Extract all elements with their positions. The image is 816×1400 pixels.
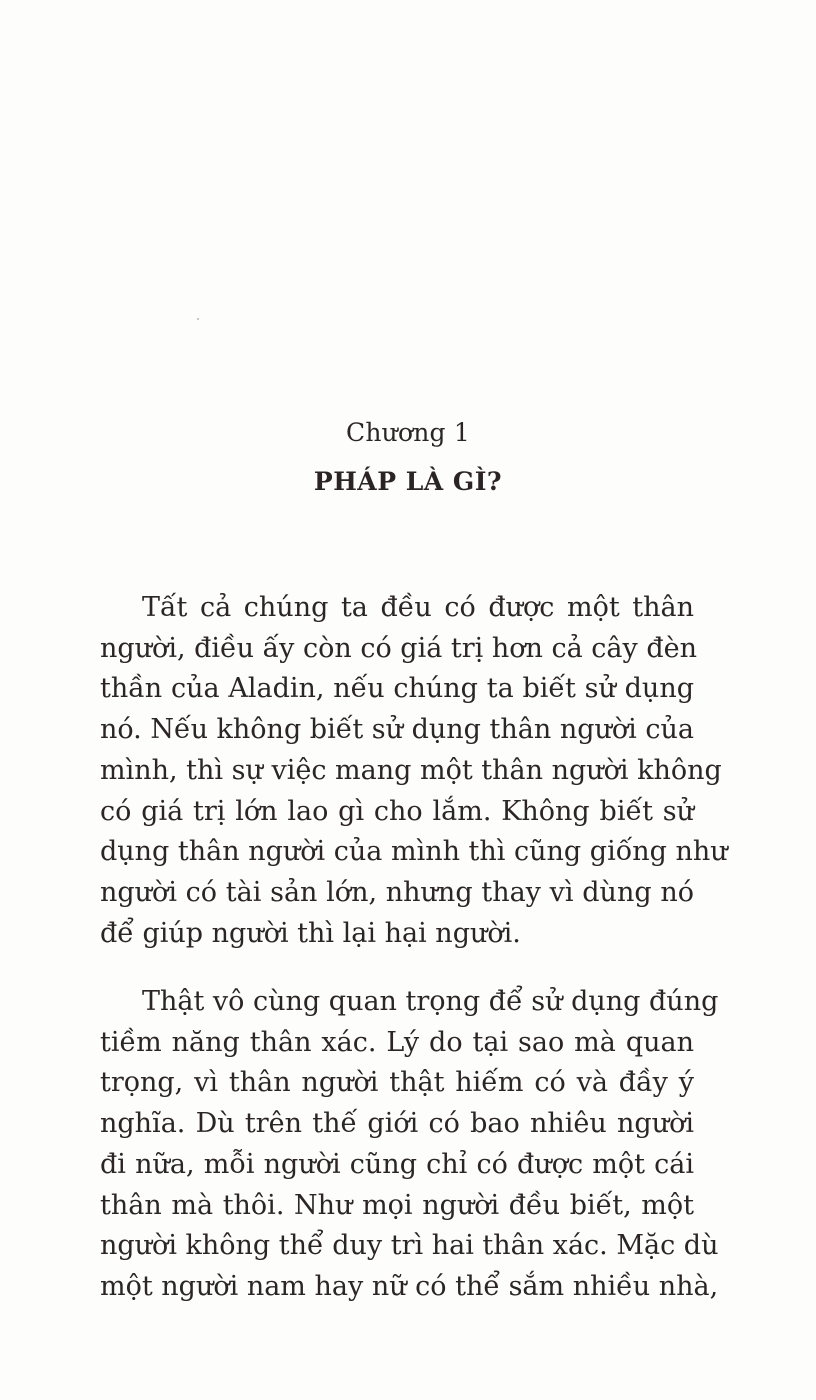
- chapter-title: PHÁP LÀ GÌ?: [313, 467, 503, 496]
- text-line: nghĩa. Dù trên thế giới có bao nhiêu người: [100, 1108, 694, 1140]
- text-line: người có tài sản lớn, nhưng thay vì dùng nó: [100, 876, 694, 908]
- text-line: một người nam hay nữ có thể sắm nhiều nhà,: [100, 1270, 719, 1302]
- text-line: Thật vô cùng quan trọng để sử dụng đúng: [142, 986, 719, 1017]
- chapter-number: Chương 1: [346, 418, 470, 447]
- text-line: người không thể duy trì hai thân xác. Mặc dù: [100, 1230, 719, 1262]
- text-line: Tất cả chúng ta đều có được một thân: [142, 592, 694, 623]
- text-line: thần của Aladin, nếu chúng ta biết sử dụng: [100, 673, 694, 705]
- paragraph-1: [100, 588, 728, 954]
- text-line: người, điều ấy còn có giá trị hơn cả cây đèn: [100, 632, 698, 664]
- text-line: đi nữa, mỗi người cũng chỉ có được một cái: [100, 1148, 694, 1180]
- paragraph-2: [100, 982, 719, 1308]
- text-line: để giúp người thì lại hại người.: [100, 917, 521, 949]
- text-line: trọng, vì thân người thật hiếm có và đầy ý: [100, 1067, 694, 1099]
- text-line: nó. Nếu không biết sử dụng thân người của: [100, 714, 694, 746]
- text-line: có giá trị lớn lao gì cho lắm. Không biết sử: [100, 795, 694, 827]
- text-line: mình, thì sự việc mang một thân người không: [100, 754, 722, 786]
- text-line: dụng thân người của mình thì cũng giống như: [100, 836, 728, 868]
- text-line: tiềm năng thân xác. Lý do tại sao mà quan: [100, 1026, 694, 1058]
- text-line: thân mà thôi. Như mọi người đều biết, một: [100, 1189, 694, 1221]
- paper-speck: [197, 318, 199, 320]
